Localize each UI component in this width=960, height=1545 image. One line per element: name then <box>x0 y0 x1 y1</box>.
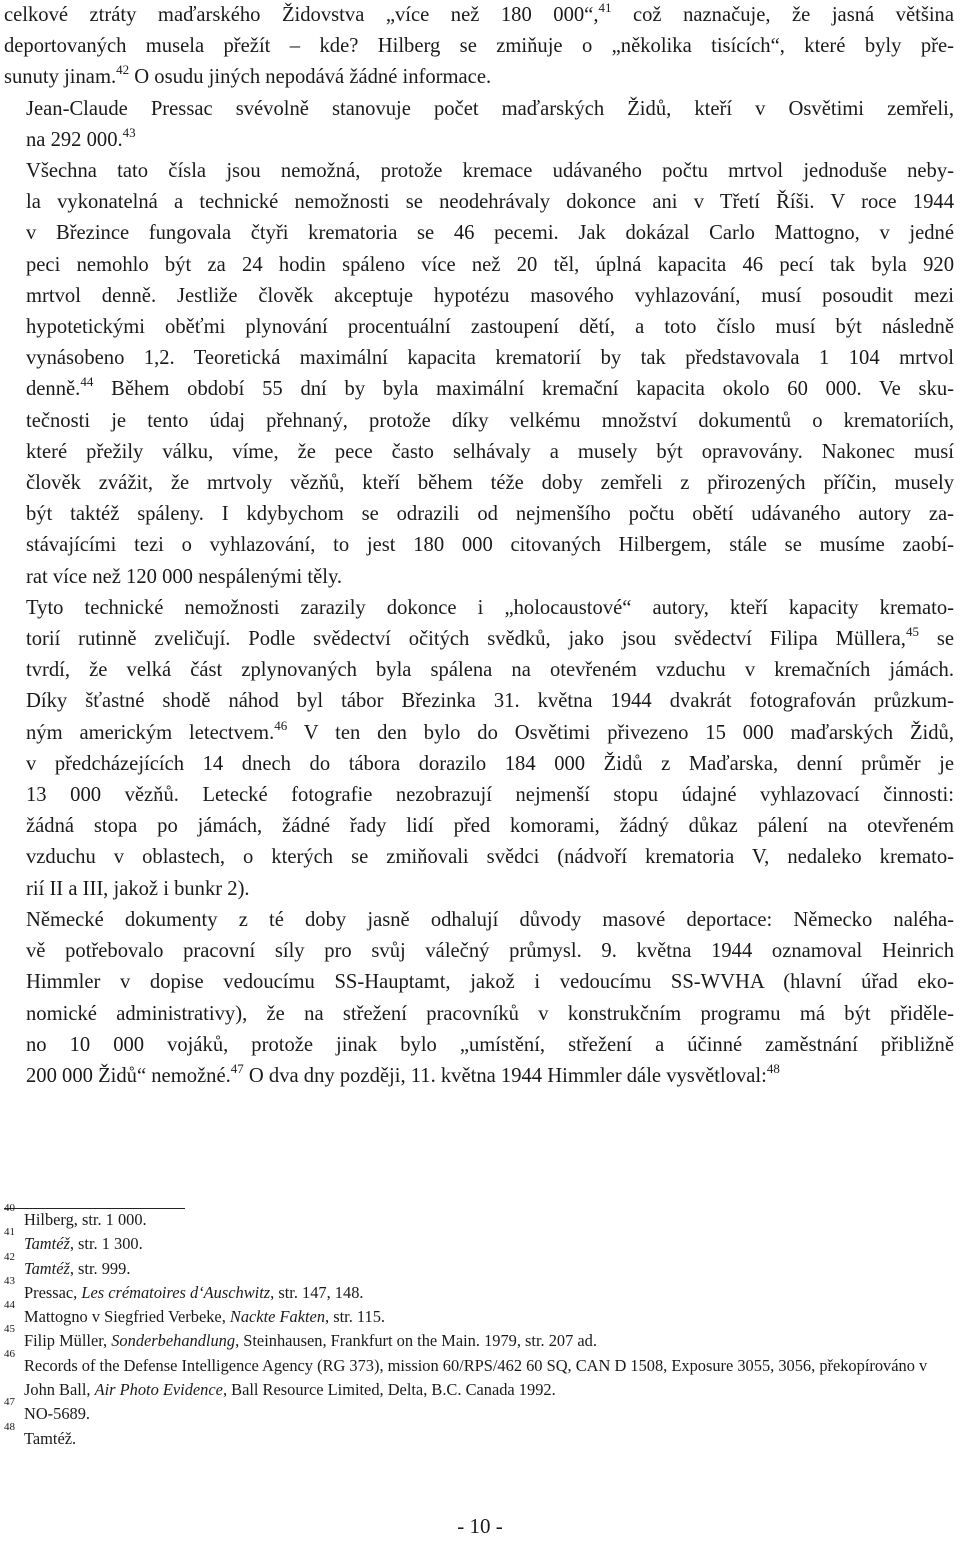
paragraph <box>4 156 954 593</box>
text-line: člověk zvážit, že mrtvoly vězňů, kteří během téže doby zemřeli z přirozených příčin, musely <box>26 472 954 495</box>
footnote-text: Tamtéž. <box>24 1428 77 1448</box>
text-line: no 10 000 vojáků, protože jinak bylo „umístění, střežení a účinné zaměstnání přibližně <box>26 1033 954 1056</box>
text-line: tečnosti je tento údaj přehnaný, protože díky velkému množství dokumentů o krematoriích, <box>26 409 954 432</box>
text-line: nomické administrativy), že na střežení pracovníků v konstrukčním programu má být přiděle- <box>26 1002 954 1025</box>
text-line: vě potřebovalo pracovní síly pro svůj válečný průmysl. 9. května 1944 oznamoval Heinrich <box>26 940 954 963</box>
text-line: ným americkým letectvem.$^{46}$ V ten den bylo do Osvětimi přivezeno 15 000 maďarských Židů, <box>26 717 954 744</box>
footnote-text: NO-5689. <box>24 1404 91 1424</box>
footnote-title: Les crématoires d‘Auschwitz <box>81 1282 271 1302</box>
text-line: hypotetickými oběťmi plynování procentuální zastoupení dětí, a toto číslo musí být následně <box>26 316 954 339</box>
footnote-text: , str. 147, 148. <box>270 1282 364 1302</box>
footnote-text: , str. 1 300. <box>69 1234 143 1254</box>
text-line: Díky šťastné shodě náhod byl tábor Březinka 31. května 1944 dvakrát fotografován průzkum- <box>26 690 954 713</box>
text-line: být taktéž spáleny. I kdybychom se odrazili od nejmenšího počtu obětí udávaného autory za- <box>26 503 954 526</box>
text-line: vynásobeno 1,2. Teoretická maximální kapacita krematorií by tak představovala 1 104 mrtvol <box>26 347 954 370</box>
footnote: 43 Pressac, Les crématoires d‘Auschwitz, str. 147, 148. <box>4 1274 364 1302</box>
paragraph <box>4 0 954 94</box>
footnote: 40 Hilberg, str. 1 000. <box>4 1202 147 1229</box>
paragraph <box>4 593 954 905</box>
footnote-title: Sonderbehandlung <box>111 1331 236 1351</box>
footnote-text: Records of the Defense Intelligence Agency (RG 373), mission 60/RPS/462 60 SQ, CAN D 1508, Exposure 3055, 3056, překopírováno v John Ball, <box>24 1355 928 1400</box>
text-line: v předcházejících 14 dnech do tábora dorazilo 184 000 Židů z Maďarska, denní průměr je <box>26 752 954 775</box>
text-line: celkové ztráty maďarského Židovstva „více než 180 000“,$^{41}$ což naznačuje, že jasná většina <box>4 0 954 26</box>
footnote-reference[interactable]: 47 <box>230 1060 244 1076</box>
text-line: Himmler v dopise vedoucímu SS-Hauptamt, jakož i vedoucímu SS-WVHA (hlavní úřad eko- <box>26 971 954 994</box>
footnote: 47 NO-5689. <box>4 1396 91 1424</box>
text-line: 200 000 Židů“ nemožné.$^{47}$ O dva dny později, 11. května 1944 Himmler dále vysvětloval:$^{48}$ <box>26 1060 780 1087</box>
paragraph <box>4 94 954 156</box>
text-line: mrtvol denně. Jestliže člověk akceptuje hypotézu masového vyhlazování, musí posoudit mezi <box>26 284 954 307</box>
footnote-text: Mattogno v Siegfried Verbeke, <box>24 1307 230 1327</box>
text-line: na 292 000.43 <box>26 124 136 151</box>
text-line: Všechna tato čísla jsou nemožná, protože kremace udávaného počtu mrtvol jednoduše neby- <box>26 160 954 183</box>
paragraph <box>4 905 954 1092</box>
text-line: v Březince fungovala čtyři krematoria se 46 pecemi. Jak dokázal Carlo Mattogno, v jedné <box>26 222 954 245</box>
footnote-reference[interactable]: 48 <box>766 1060 780 1076</box>
footnote-reference[interactable]: 46 <box>274 717 288 733</box>
footnote-title: Nackte Fakten <box>229 1307 326 1327</box>
text-line: 13 000 vězňů. Letecké fotografie nezobrazují nejmenší stopu údajné vyhlazovací činnosti: <box>26 784 954 807</box>
footnote: 42 Tamtéž, str. 999. <box>4 1250 131 1278</box>
text-line: torií rutinně zveličují. Podle svědectví očitých svědků, jako jsou svědectví Filipa Müllera,$^{45}$ se <box>26 624 954 651</box>
text-line: vzduchu v oblastech, o kterých se zmiňovali svědci (nádvoří krematoria V, nedaleko kremato- <box>26 846 954 869</box>
footnote-reference[interactable]: 42 <box>116 62 130 78</box>
footnote-reference[interactable]: 41 <box>598 0 612 15</box>
footnote-title: Tamtéž <box>24 1258 70 1278</box>
text-line: rat více než 120 000 nespálenými těly. <box>26 565 343 588</box>
footnote-title: Tamtéž <box>24 1234 70 1254</box>
footnote-reference[interactable]: 44 <box>80 374 94 390</box>
footnote-title: Air Photo Evidence <box>94 1380 223 1400</box>
text-line: la vykonatelná a technické nemožnosti se neodehrávaly dokonce ani v Třetí Říši. V roce 1944 <box>26 191 954 214</box>
footnote-text: Hilberg, str. 1 000. <box>24 1210 147 1229</box>
footnote-reference[interactable]: 45 <box>905 624 919 640</box>
body-text <box>4 0 954 1092</box>
text-line: denně.$^{44}$ Během období 55 dní by byla maximální kremační kapacita okolo 60 000. Ve sku- <box>26 374 954 401</box>
text-line: Jean-Claude Pressac svévolně stanovuje počet maďarských Židů, kteří v Osvětimi zemřeli, <box>26 97 954 120</box>
footnote-text: Filip Müller, <box>24 1331 112 1351</box>
footnote: 48 Tamtéž. <box>4 1420 77 1448</box>
text-line: žádná stopa po jámách, žádné řady lidí před komorami, žádný důkaz pálení na otevřeném <box>26 815 954 838</box>
text-line: sunuty jinam.$^{42}$ O osudu jiných nepodává žádné informace. <box>4 62 492 89</box>
footnote: 46 Records of the Defense Intelligence Agency (RG 373), mission 60/RPS/462 60 SQ, CAN D 1508, Exposure 3055, 3056, překopírováno v John Ball, Air Photo Evidence, Ball Resource Limited, Delta, B.C. Canada 1992. <box>4 1347 928 1400</box>
footnote: 44 Mattogno v Siegfried Verbeke, Nackte Fakten, str. 115. <box>4 1299 385 1327</box>
footnotes <box>4 1202 954 1451</box>
footnote-text: Pressac, <box>24 1282 82 1302</box>
text-line: Tyto technické nemožnosti zarazily dokonce i „holocaustové“ autory, kteří kapacity kremato- <box>26 596 954 619</box>
footnote-text: , str. 999. <box>69 1258 131 1278</box>
page-number: - 10 - <box>457 1514 503 1538</box>
text-line: rií II a III, jakož i bunkr 2). <box>26 877 250 900</box>
footnote-reference[interactable]: 43 <box>122 124 136 140</box>
footnote-text: , Steinhausen, Frankfurt on the Main. 1979, str. 207 ad. <box>235 1331 597 1351</box>
text-line: peci nemohlo být za 24 hodin spáleno více než 20 těl, úplná kapacita 46 pecí tak byla 920 <box>26 253 954 276</box>
footnote: 41 Tamtéž, str. 1 300. <box>4 1226 143 1254</box>
text-line: Německé dokumenty z té doby jasně odhalují důvody masové deportace: Německo naléha- <box>26 908 954 931</box>
footnote-text: , str. 115. <box>325 1307 385 1327</box>
text-line: deportovaných musela přežít – kde? Hilberg se zmiňuje o „několika tisících“, které byly pře- <box>4 35 954 58</box>
footnote-text: , Ball Resource Limited, Delta, B.C. Canada 1992. <box>222 1380 556 1400</box>
text-line: stávajícími tezi o vyhlazování, to jest 180 000 citovaných Hilbergem, stále se musíme zaobí- <box>26 534 954 557</box>
text-line: které přežily válku, víme, že pece často selhávaly a musely být opravovány. Nakonec musí <box>26 440 954 463</box>
text-line: tvrdí, že velká část zplynovaných byla spálena na otevřeném vzduchu v kremačních jámách. <box>26 659 954 682</box>
footnote: 45 Filip Müller, Sonderbehandlung, Steinhausen, Frankfurt on the Main. 1979, str. 207 ad. <box>4 1323 597 1351</box>
